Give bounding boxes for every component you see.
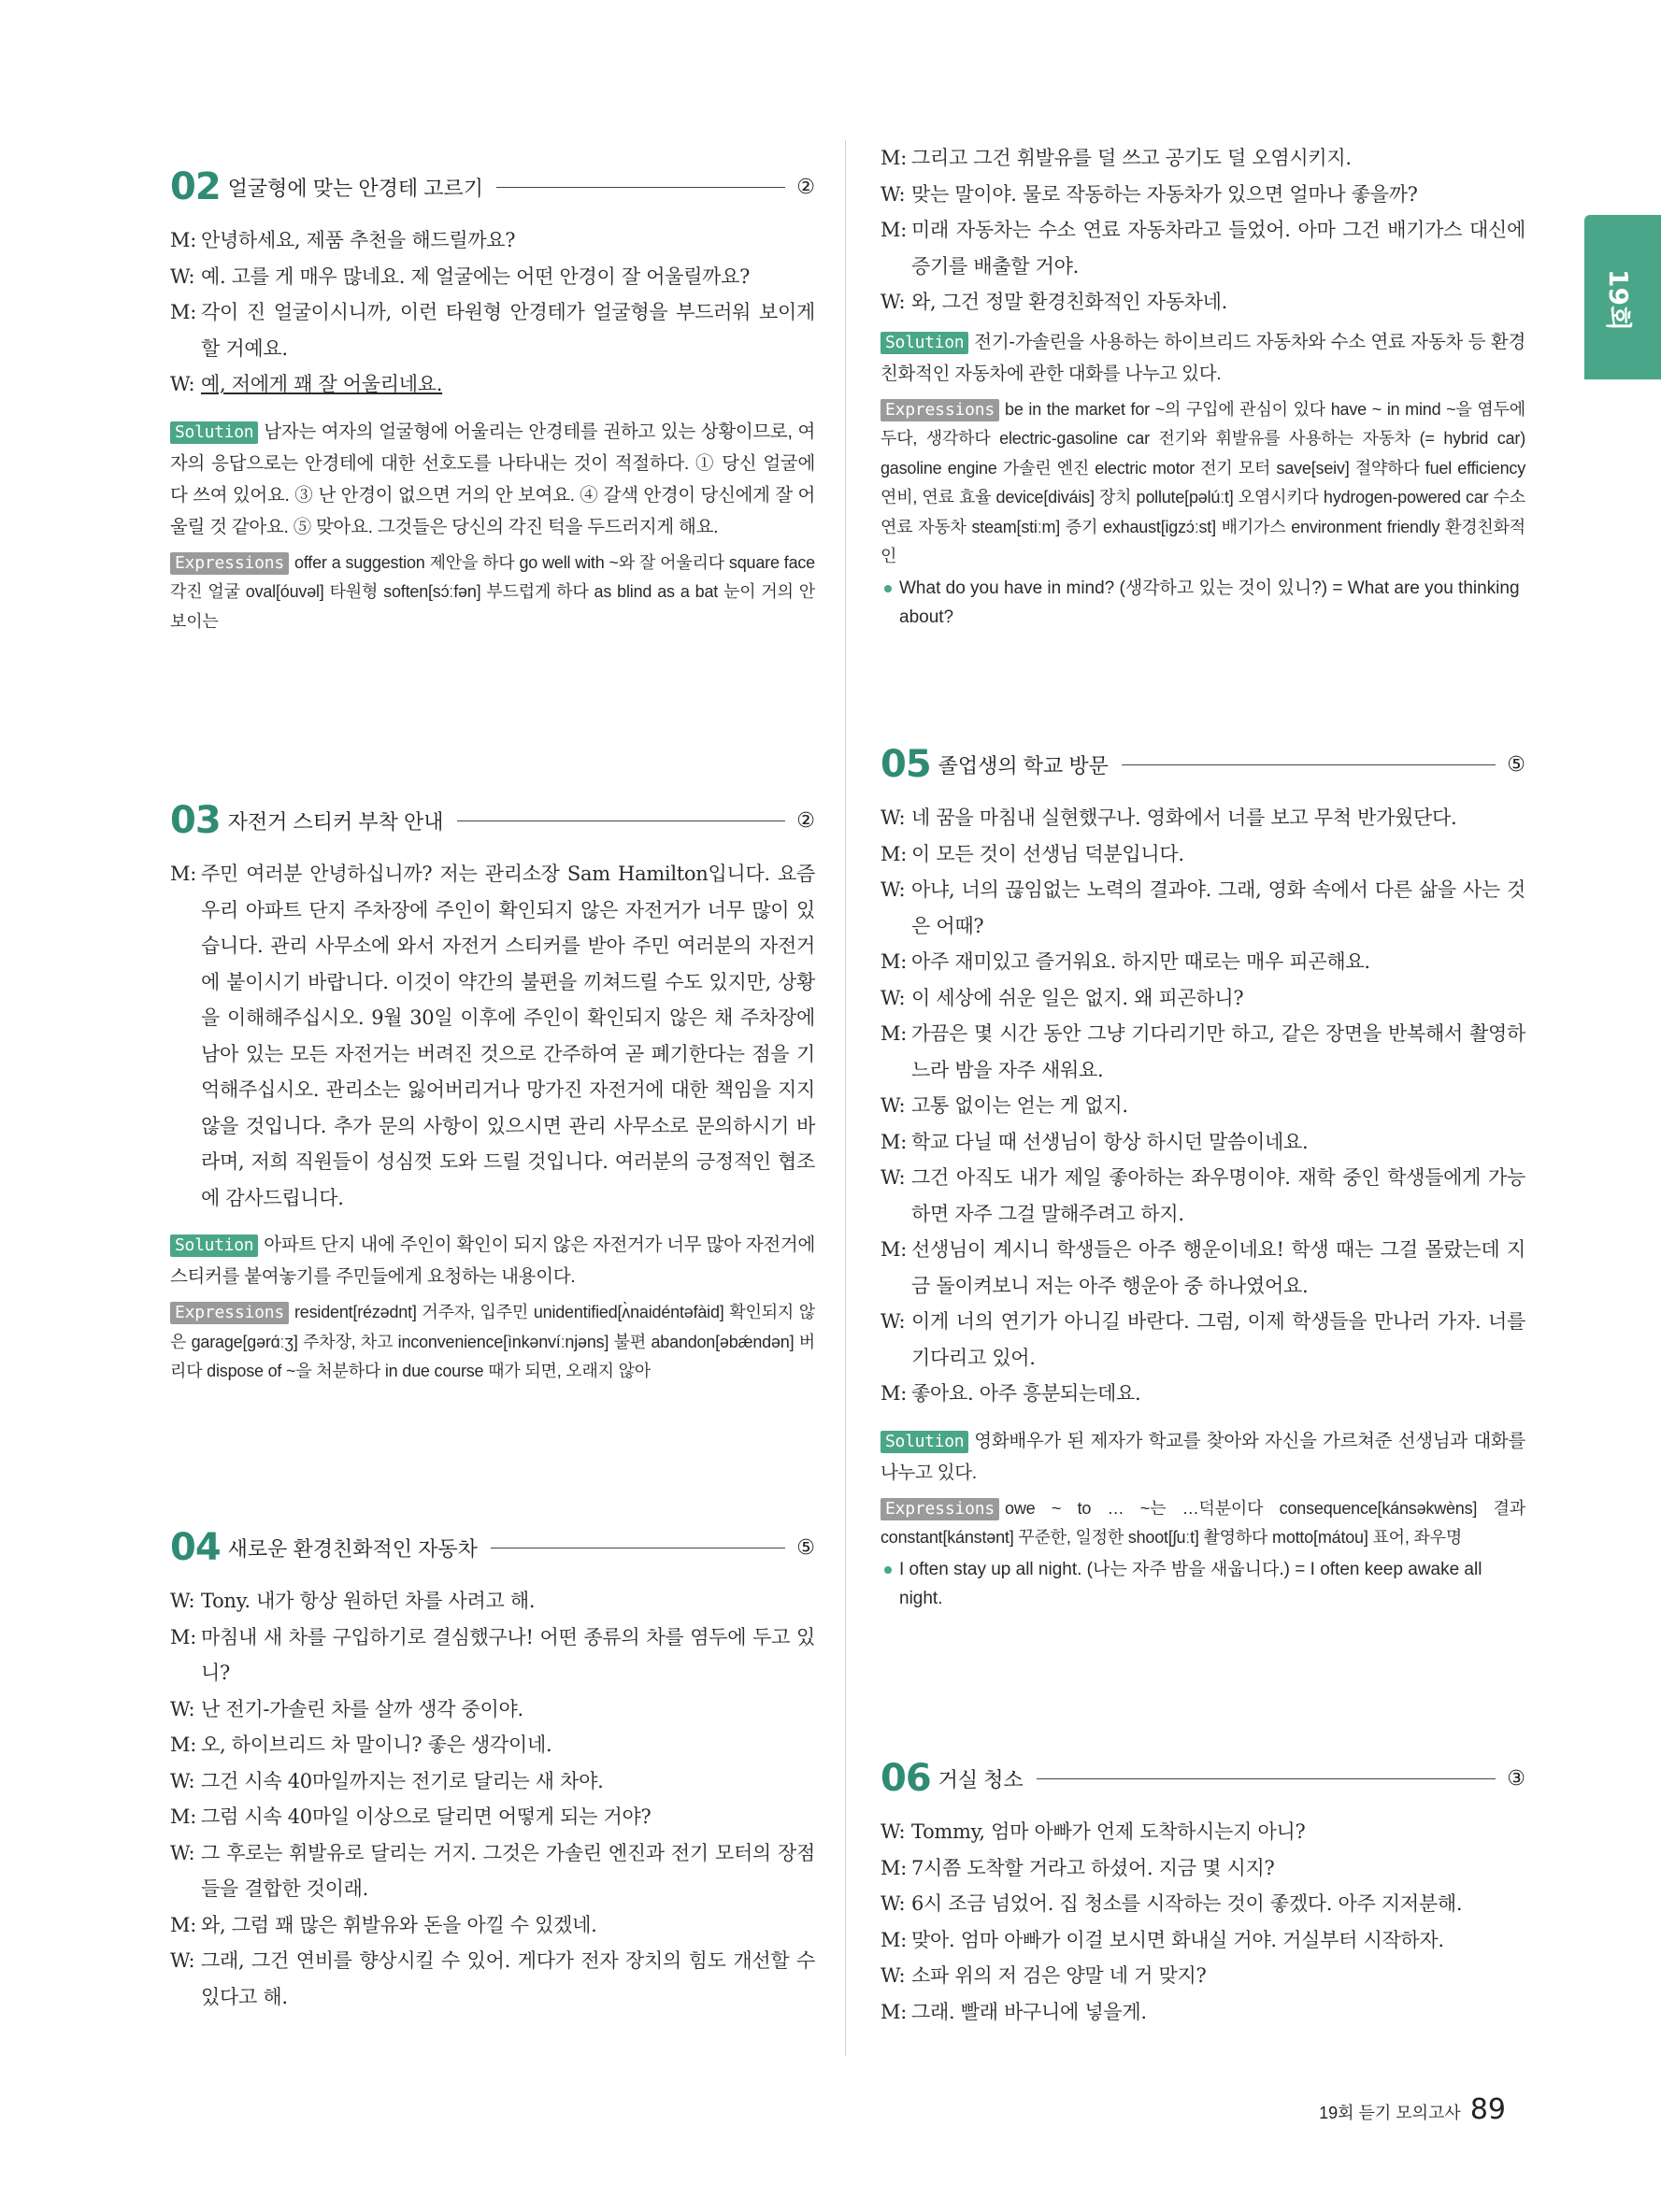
note-bullet: I often stay up all night. (나는 자주 밤을 새웁니다.) = I often keep awake all night. — [881, 1555, 1525, 1614]
answer-marker: ⑤ — [1507, 752, 1525, 777]
side-tab: 19회 — [1584, 215, 1661, 379]
dialogue — [170, 222, 815, 403]
answer-marker: ③ — [1507, 1766, 1525, 1791]
dialogue-line: M: 7시쯤 도착할 거라고 하셨어. 지금 몇 시지? — [881, 1856, 1275, 1879]
dialogue-line: W: 예. 고를 게 매우 많네요. 제 얼굴에는 어떤 안경이 잘 어울릴까요? — [170, 264, 751, 288]
solution-block: Solution 전기-가솔린을 사용하는 하이브리드 자동차와 수소 연료 자동차 등 환경친화적인 자동차에 관한 대화를 나누고 있다. — [881, 331, 1525, 384]
section-number: 02 — [170, 165, 221, 208]
dialogue-line: M: 선생님이 계시니 학생들은 아주 행운이네요! 학생 때는 그걸 몰랐는데 지금 돌이켜보니 저는 아주 행운아 중 하나였어요. — [881, 1238, 1525, 1297]
dialogue — [881, 800, 1525, 1412]
expressions-block: Expressions be in the market for ~의 구입에 관심이 있다 have ~ in mind ~을 염두에 두다, 생각하다 electric-gasoline car 전기와 휘발유를 사용하는 자동차 (= hybrid car) gasoline engine 가솔린 엔진 electric motor 전기 모터 save[seiv] 절약하다 fuel efficiency 연비, 연료 효율 device[diváis] 장치 pollute[pəlúːt] 오염시키다 hydrogen-powered car 수소 연료 자동차 steam[stiːm] 증기 exhaust[igzɔ́ːst] 배기가스 environment friendly 환경친화적인 — [881, 399, 1525, 565]
expressions-block: Expressions resident[rézədnt] 거주자, 입주민 unidentified[ʌ̀naidéntəfàid] 확인되지 않은 garage[gərɑ́ːʒ] 주차장, 차고 inconvenience[ìnkənvíːnjəns] 불편 abandon[əbǽndən] 버리다 dispose of ~을 처분하다 in due course 때가 되면, 오래지 않아 — [170, 1303, 815, 1380]
expressions-tag: Expressions — [881, 1498, 999, 1520]
dialogue-line: W: Tommy, 엄마 아빠가 언제 도착하시는지 아니? — [881, 1820, 1306, 1843]
expressions-block: Expressions owe ~ to … ~는 …덕분이다 consequence[kánsəkwèns] 결과 constant[kánstənt] 꾸준한, 일정한 shoot[ʃuːt] 촬영하다 motto[mátou] 표어, 좌우명 — [881, 1498, 1525, 1547]
section-title: 자전거 스티커 부착 안내 — [227, 809, 444, 834]
solution-tag: Solution — [881, 332, 968, 354]
solution-tag: Solution — [170, 1234, 258, 1257]
dialogue-line: W: 예, 저에게 꽤 잘 어울리네요. — [170, 373, 443, 395]
dialogue-line: M: 와, 그럼 꽤 많은 휘발유와 돈을 아낄 수 있겠네. — [170, 1913, 597, 1936]
dialogue-line: W: 그건 시속 40마일까지는 전기로 달리는 새 차야. — [170, 1769, 604, 1792]
dialogue-line: W: 그래, 그건 연비를 향상시킬 수 있어. 게다가 전자 장치의 힘도 개선할 수 있다고 해. — [170, 1949, 815, 2008]
dialogue-line: W: 소파 위의 저 검은 양말 네 거 맞지? — [881, 1964, 1207, 1987]
expressions-block: Expressions offer a suggestion 제안을 하다 go well with ~와 잘 어울리다 square face 각진 얼굴 oval[óuvəl] 타원형 soften[sɔ́ːfən] 부드럽게 하다 as blind as a bat 눈이 거의 안 보이는 — [170, 552, 815, 631]
dialogue-line: W: 이게 너의 연기가 아니길 바란다. 그럼, 이제 학생들을 만나러 가자. 너를 기다리고 있어. — [881, 1310, 1525, 1369]
expressions-tag: Expressions — [170, 1302, 289, 1324]
dialogue-line: W: 와, 그건 정말 환경친화적인 자동차네. — [881, 291, 1228, 313]
dialogue-line: M: 그리고 그건 휘발유를 덜 쓰고 공기도 덜 오염시키지. — [881, 147, 1352, 169]
dialogue-line: M: 주민 여러분 안녕하십니까? 저는 관리소장 Sam Hamilton입니다. 요즘 우리 아파트 단지 주차장에 주인이 확인되지 않은 자전거가 너무 많이 있습니다. 관리 사무소에 와서 자전거 스티커를 받아 주민 여러분의 자전거에 붙이시기 바랍니다. 이것이 약간의 불편을 끼쳐드릴 수도 있지만, 상황을 이해해주십시오. 9월 30일 이후에 주인이 확인되지 않은 채 주차장에 남아 있는 모든 자전거는 버려진 것으로 간주하여 곧 폐기한다는 점을 기억해주십시오. 관리소는 잃어버리거나 망가진 자전거에 대한 책임을 지지 않을 것입니다. 추가 문의 사항이 있으시면 관리 사무소로 문의하시기 바라며, 저희 직원들이 성심껏 도와 드릴 것입니다. 여러분의 긍정적인 협조에 감사드립니다. — [170, 863, 815, 1209]
dialogue — [881, 1814, 1525, 2030]
header-rule — [1037, 1778, 1496, 1779]
answer-marker: ② — [796, 808, 815, 833]
dialogue-line: W: 그 후로는 휘발유로 달리는 거지. 그것은 가솔린 엔진과 전기 모터의 장점들을 결합한 것이래. — [170, 1841, 815, 1900]
dialogue-line: M: 안녕하세요, 제품 추천을 해드릴까요? — [170, 229, 516, 251]
expressions-tag: Expressions — [881, 399, 999, 421]
solution-tag: Solution — [881, 1431, 968, 1453]
header-rule — [1122, 764, 1496, 765]
dialogue-line: W: 고통 없이는 얻는 게 없지. — [881, 1094, 1128, 1117]
section-number: 06 — [881, 1757, 931, 1800]
dialogue-line: M: 좋아요. 아주 흥분되는데요. — [881, 1382, 1141, 1405]
dialogue-line: M: 마침내 새 차를 구입하기로 결심했구나! 어떤 종류의 차를 염두에 두고 있니? — [170, 1625, 815, 1684]
dialogue-line: M: 가끔은 몇 시간 동안 그냥 기다리기만 하고, 같은 장면을 반복해서 촬영하느라 밤을 자주 새워요. — [881, 1022, 1525, 1081]
dialogue-line: W: 이 세상에 쉬운 일은 없지. 왜 피곤하니? — [881, 986, 1244, 1009]
underlined-answer: 예, 저에게 꽤 잘 어울리네요. — [201, 373, 443, 395]
dialogue-line: W: 아냐, 너의 끊임없는 노력의 결과야. 그래, 영화 속에서 다른 삶을 사는 것은 어때? — [881, 878, 1525, 937]
dialogue-line: M: 맞아. 엄마 아빠가 이걸 보시면 화내실 거야. 거실부터 시작하자. — [881, 1928, 1444, 1951]
dialogue-line: M: 아주 재미있고 즐거워요. 하지만 때로는 매우 피곤해요. — [881, 950, 1370, 973]
section-05 — [881, 738, 1525, 1614]
dialogue-line: W: 6시 조금 넘었어. 집 청소를 시작하는 것이 좋겠다. 아주 지저분해. — [881, 1892, 1463, 1915]
section-title: 얼굴형에 맞는 안경테 고르기 — [227, 176, 484, 200]
section-header — [170, 794, 815, 847]
solution-block: Solution 아파트 단지 내에 주인이 확인이 되지 않은 자전거가 너무 많아 자전거에 스티커를 붙여놓기를 주민들에게 요청하는 내용이다. — [170, 1234, 815, 1287]
note-bullet: What do you have in mind? (생각하고 있는 것이 있니?) = What are you thinking about? — [881, 574, 1525, 633]
column-divider — [845, 140, 846, 2056]
dialogue-line: M: 이 모든 것이 선생님 덕분입니다. — [881, 842, 1184, 865]
dialogue — [170, 856, 815, 1216]
section-number: 04 — [170, 1526, 221, 1569]
solution-block: Solution 영화배우가 된 제자가 학교를 찾아와 자신을 가르쳐준 선생님과 대화를 나누고 있다. — [881, 1430, 1525, 1483]
footer-title: 19회 듣기 모의고사 — [1319, 2104, 1461, 2122]
dialogue-line: W: 그건 아직도 내가 제일 좋아하는 좌우명이야. 재학 중인 학생들에게 가능하면 자주 그걸 말해주려고 하지. — [881, 1166, 1525, 1225]
dialogue-line: W: 네 꿈을 마침내 실현했구나. 영화에서 너를 보고 무척 반가웠단다. — [881, 806, 1457, 829]
dialogue-line: M: 학교 다닐 때 선생님이 항상 하시던 말씀이네요. — [881, 1130, 1309, 1153]
dialogue-line: W: Tony. 내가 항상 원하던 차를 사려고 해. — [170, 1590, 536, 1612]
section-header — [170, 161, 815, 213]
section-03 — [170, 794, 815, 1387]
dialogue-line: M: 미래 자동차는 수소 연료 자동차라고 들었어. 아마 그건 배기가스 대신에 증기를 배출할 거야. — [881, 219, 1525, 278]
solution-block: Solution 남자는 여자의 얼굴형에 어울리는 안경테를 권하고 있는 상황이므로, 여자의 응답으로는 안경테에 대한 선호도를 나타내는 것이 적절하다. ① 당신 얼굴에 다 쓰여 있어요. ③ 난 안경이 없으면 거의 안 보여요. ④ 갈색 안경이 당신에게 잘 어울릴 것 같아요. ⑤ 맞아요. 그것들은 당신의 각진 턱을 두드러지게 해요. — [170, 421, 815, 537]
section-number: 05 — [881, 743, 931, 786]
answer-marker: ② — [796, 175, 815, 199]
section-04 — [170, 1521, 815, 2015]
section-header — [881, 1752, 1525, 1805]
section-06 — [881, 1752, 1525, 2030]
solution-tag: Solution — [170, 421, 258, 444]
answer-marker: ⑤ — [796, 1535, 815, 1560]
dialogue — [881, 140, 1525, 321]
dialogue — [170, 1583, 815, 2015]
section-header — [881, 738, 1525, 791]
dialogue-line: M: 그럼 시속 40마일 이상으로 달리면 어떻게 되는 거야? — [170, 1805, 652, 1828]
header-rule — [496, 187, 785, 188]
page-footer — [1319, 2093, 1506, 2126]
section-02 — [170, 161, 815, 636]
dialogue-line: W: 맞는 말이야. 물로 작동하는 자동차가 있으면 얼마나 좋을까? — [881, 182, 1418, 206]
section-header — [170, 1521, 815, 1574]
section-04-continued — [881, 140, 1525, 633]
page-number: 89 — [1469, 2093, 1506, 2126]
dialogue-line: M: 그래. 빨래 바구니에 넣을게. — [881, 2000, 1147, 2023]
section-title: 졸업생의 학교 방문 — [938, 753, 1109, 778]
dialogue-line: W: 난 전기-가솔린 차를 살까 생각 중이야. — [170, 1697, 523, 1720]
section-title: 새로운 환경친화적인 자동차 — [227, 1536, 478, 1561]
section-number: 03 — [170, 799, 221, 842]
dialogue-line: M: 각이 진 얼굴이시니까, 이런 타원형 안경테가 얼굴형을 부드러워 보이게 할 거예요. — [170, 301, 815, 360]
section-title: 거실 청소 — [938, 1767, 1024, 1791]
dialogue-line: M: 오, 하이브리드 차 말이니? 좋은 생각이네. — [170, 1734, 552, 1756]
expressions-tag: Expressions — [170, 552, 289, 575]
